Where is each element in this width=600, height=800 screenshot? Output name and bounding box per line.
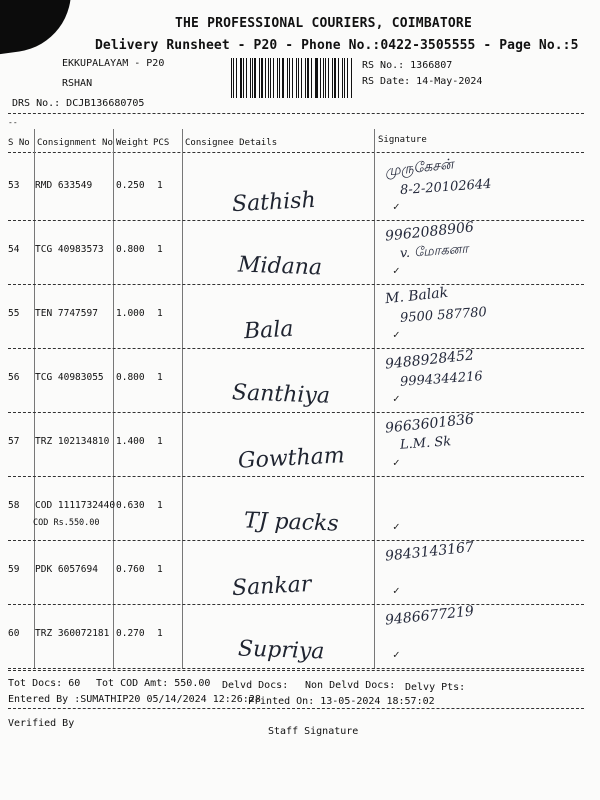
consignee-handwriting: Sathish <box>231 187 317 218</box>
col-pcs: PCS <box>153 138 170 148</box>
consignee-handwriting: Midana <box>237 252 323 281</box>
signature-line-2: L.M. Sk <box>399 434 452 453</box>
row-consignment: RMD 633549 <box>35 180 93 191</box>
area-label: EKKUPALAYAM - P20 <box>62 58 165 69</box>
row-divider <box>8 668 584 669</box>
row-sno: 56 <box>8 372 20 383</box>
entered-by: Entered By :SUMATHIP20 05/14/2024 12:26:28 <box>8 694 261 705</box>
check-mark-icon: ✓ <box>393 328 400 341</box>
consignee-handwriting: Bala <box>243 316 295 345</box>
consignee-handwriting: Sankar <box>231 571 312 602</box>
staff-name: RSHAN <box>62 78 93 89</box>
row-weight: 1.000 <box>116 308 145 319</box>
rs-date: RS Date: 14-May-2024 <box>362 76 483 87</box>
row-divider <box>8 412 584 413</box>
non-delvd-docs: Non Delvd Docs: <box>305 680 396 691</box>
row-divider <box>8 604 584 605</box>
delvy-pts: Delvy Pts: <box>405 682 466 693</box>
row-weight: 0.630 <box>116 500 145 511</box>
row-pcs: 1 <box>157 628 163 639</box>
consignee-handwriting: TJ packs <box>243 508 340 537</box>
row-divider <box>8 476 584 477</box>
verified-by: Verified By <box>8 718 75 729</box>
row-cod-amount: COD Rs.550.00 <box>33 518 100 528</box>
col-sno: S No <box>8 138 30 148</box>
row-consignment: TCG 40983055 <box>35 372 104 383</box>
runsheet-page: THE PROFESSIONAL COURIERS, COIMBATORE Delivery Runsheet - P20 - Phone No.:0422-3505555 - Page No.:5 EKKUPALAYAM - P20 RSHAN DRS No.: DCJB136680705 RS No.: 1366807 RS Date: 14-May-2024 -- S No Consignment No Weight PCS Consignee Details Signature 53 RMD 633549 0.250 1 Sathish முருகேசன் 8-2-20102644 ✓ 54 TCG 40983573 0.800 1 Midana 9962088906 v. மோகனா ✓ 55 TEN 7747597 1.000 1 Bala M. Balak 9500 587780 ✓ 56 TCG 40983055 0.800 1 Santhiya 9488928452 9994344216 ✓ 57 TRZ 102134810 1.400 1 Gowtham 9663601836 L.M. Sk ✓ 58 COD 1111732440 0.630 1 COD Rs.550.00 TJ packs ✓ 59 PDK 6057694 0.760 1 Sankar 9843143167 ✓ 60 TRZ 360072181 0.270 1 Supriya 9486677219 ✓ Tot Docs: 60 Tot COD Amt: 550.00 Delvd Docs: Non Delvd Docs: Delvy Pts: Entered By :SUMATHIP20 05/14/2024 12:26:28 Printed On: 13-05-2024 18:57:02 Verified By Staff Signature <box>0 0 600 800</box>
delvd-docs: Delvd Docs: <box>222 680 289 691</box>
staff-signature: Staff Signature <box>268 726 359 737</box>
row-weight: 1.400 <box>116 436 145 447</box>
row-consignment: TRZ 102134810 <box>35 436 110 447</box>
check-mark-icon: ✓ <box>393 648 400 661</box>
row-weight: 0.760 <box>116 564 145 575</box>
ink-blot <box>0 0 79 56</box>
signature-line-2: 9994344216 <box>399 369 484 390</box>
row-pcs: 1 <box>157 372 163 383</box>
row-pcs: 1 <box>157 308 163 319</box>
row-pcs: 1 <box>157 500 163 511</box>
signature-line-1: 9962088906 <box>384 219 475 245</box>
row-divider <box>8 220 584 221</box>
row-pcs: 1 <box>157 244 163 255</box>
row-consignment: PDK 6057694 <box>35 564 98 575</box>
header-divider <box>8 113 584 114</box>
row-sno: 59 <box>8 564 20 575</box>
row-sno: 54 <box>8 244 20 255</box>
check-mark-icon: ✓ <box>393 584 400 597</box>
consignee-handwriting: Gowtham <box>237 443 346 474</box>
row-consignment: TRZ 360072181 <box>35 628 110 639</box>
signature-line-1: M. Balak <box>384 284 449 308</box>
signature-line-2: v. மோகனா <box>399 241 469 262</box>
signature-line-1: 9488928452 <box>384 347 475 373</box>
row-divider <box>8 348 584 349</box>
row-pcs: 1 <box>157 180 163 191</box>
row-consignment: TCG 40983573 <box>35 244 104 255</box>
tot-docs: Tot Docs: 60 <box>8 678 81 689</box>
row-divider <box>8 540 584 541</box>
row-sno: 60 <box>8 628 20 639</box>
row-pcs: 1 <box>157 436 163 447</box>
row-weight: 0.270 <box>116 628 145 639</box>
row-divider <box>8 284 584 285</box>
consignee-handwriting: Supriya <box>237 636 325 665</box>
check-mark-icon: ✓ <box>393 200 400 213</box>
row-sno: 55 <box>8 308 20 319</box>
row-consignment: COD 1111732440 <box>35 500 116 511</box>
drs-number: DRS No.: DCJB136680705 <box>12 98 145 109</box>
check-mark-icon: ✓ <box>393 264 400 277</box>
signature-line-1: 9843143167 <box>384 539 475 565</box>
row-weight: 0.800 <box>116 372 145 383</box>
col-consignment: Consignment No <box>37 138 113 148</box>
row-sno: 53 <box>8 180 20 191</box>
row-consignment: TEN 7747597 <box>35 308 98 319</box>
row-sno: 58 <box>8 500 20 511</box>
runsheet-title: Delivery Runsheet - P20 - Phone No.:0422-3505555 - Page No.:5 <box>95 38 579 53</box>
barcode <box>231 58 353 98</box>
signature-line-1: 9486677219 <box>384 603 475 629</box>
company-title: THE PROFESSIONAL COURIERS, COIMBATORE <box>175 16 472 31</box>
row-pcs: 1 <box>157 564 163 575</box>
row-weight: 0.250 <box>116 180 145 191</box>
check-mark-icon: ✓ <box>393 520 400 533</box>
table-bottom-divider <box>8 670 584 671</box>
signature-line-2: 8-2-20102644 <box>399 176 492 199</box>
col-weight: Weight <box>116 138 149 148</box>
consignee-handwriting: Santhiya <box>231 380 331 409</box>
row-weight: 0.800 <box>116 244 145 255</box>
footer-divider <box>8 708 584 709</box>
check-mark-icon: ✓ <box>393 456 400 469</box>
signature-line-2: 9500 587780 <box>399 304 488 327</box>
printed-on: Printed On: 13-05-2024 18:57:02 <box>248 696 435 707</box>
check-mark-icon: ✓ <box>393 392 400 405</box>
row-sno: 57 <box>8 436 20 447</box>
signature-line-1: முருகேசன் <box>384 156 455 180</box>
col-signature: Signature <box>378 135 427 145</box>
signature-line-1: 9663601836 <box>384 411 475 437</box>
tot-cod-amt: Tot COD Amt: 550.00 <box>96 678 211 689</box>
rs-number: RS No.: 1366807 <box>362 60 453 71</box>
col-consignee: Consignee Details <box>185 138 278 148</box>
table-header-divider <box>8 152 584 153</box>
